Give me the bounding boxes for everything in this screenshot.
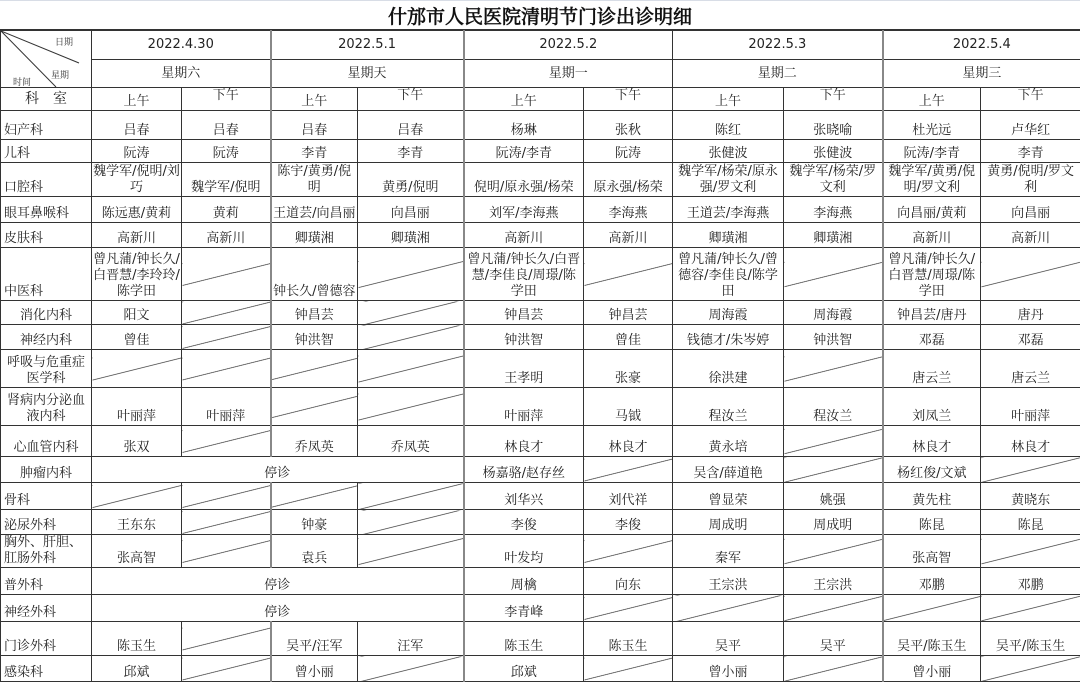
doctor-cell: 陈昆 (883, 510, 981, 535)
doctor-cell: 钟洪智 (464, 325, 584, 350)
closed-cell: 停诊 (92, 568, 464, 595)
empty-slot-slash (358, 350, 464, 388)
dept-column-header: 科 室 (1, 88, 92, 111)
doctor-cell: 王宗洪 (673, 568, 784, 595)
doctor-cell: 高新川 (92, 223, 182, 248)
pm-header-3: 下午 (784, 88, 883, 111)
corner-date-label: 日期 (55, 35, 73, 51)
doctor-cell: 曾凡蒲/钟长久/白晋慧/李佳良/周璟/陈学田 (464, 248, 584, 301)
empty-slot-slash (182, 248, 271, 301)
pm-header-4: 下午 (981, 88, 1080, 111)
date-header-3: 2022.5.3 (673, 31, 883, 60)
doctor-cell: 吴平/陈玉生 (981, 622, 1080, 656)
empty-slot-slash (584, 656, 673, 682)
doctor-cell: 曾凡蒲/钟长久/白晋慧/李玲玲/陈学田 (92, 248, 182, 301)
doctor-cell: 张健波 (673, 140, 784, 163)
doctor-cell: 马钺 (584, 388, 673, 426)
empty-slot-slash (358, 248, 464, 301)
empty-slot-slash (92, 483, 182, 510)
doctor-cell: 卿璜湘 (358, 223, 464, 248)
table-row (1, 111, 1080, 140)
am-header-4: 上午 (883, 88, 981, 111)
doctor-cell: 卢华红 (981, 111, 1080, 140)
table-row (1, 595, 1080, 622)
doctor-cell: 周成明 (673, 510, 784, 535)
empty-slot-slash (784, 595, 883, 622)
doctor-cell: 陈玉生 (464, 622, 584, 656)
page-title: 什邡市人民医院清明节门诊出诊明细 (0, 0, 1080, 30)
table-row (1, 426, 1080, 457)
doctor-cell: 周成明 (784, 510, 883, 535)
doctor-cell: 杨红俊/文斌 (883, 457, 981, 483)
empty-slot-slash (358, 483, 464, 510)
doctor-cell: 周海霞 (784, 301, 883, 325)
doctor-cell: 王道芸/向昌丽 (271, 197, 358, 223)
doctor-cell: 向昌丽 (358, 197, 464, 223)
doctor-cell: 邓磊 (883, 325, 981, 350)
empty-slot-slash (358, 656, 464, 682)
dept-name: 神经内科 (1, 325, 92, 350)
doctor-cell: 叶丽萍 (92, 388, 182, 426)
doctor-cell: 吕春 (182, 111, 271, 140)
dept-name: 眼耳鼻喉科 (1, 197, 92, 223)
doctor-cell: 周海霞 (673, 301, 784, 325)
date-header-1: 2022.5.1 (271, 31, 464, 60)
closed-cell: 停诊 (92, 595, 464, 622)
weekday-header-2: 星期一 (464, 60, 673, 88)
doctor-cell: 陈红 (673, 111, 784, 140)
empty-slot-slash (883, 595, 981, 622)
doctor-cell: 阮涛 (182, 140, 271, 163)
dept-name: 骨科 (1, 483, 92, 510)
doctor-cell: 向东 (584, 568, 673, 595)
doctor-cell: 王东东 (92, 510, 182, 535)
doctor-cell: 袁兵 (271, 535, 358, 568)
table-row (1, 388, 1080, 426)
empty-slot-slash (358, 535, 464, 568)
am-header-3: 上午 (673, 88, 784, 111)
doctor-cell: 倪明/原永强/杨荣 (464, 163, 584, 197)
empty-slot-slash (584, 535, 673, 568)
doctor-cell: 李俊 (584, 510, 673, 535)
doctor-cell: 向昌丽 (981, 197, 1080, 223)
doctor-cell: 张高智 (92, 535, 182, 568)
doctor-cell: 姚强 (784, 483, 883, 510)
doctor-cell: 卿璜湘 (784, 223, 883, 248)
empty-slot-slash (182, 656, 271, 682)
doctor-cell: 吕春 (358, 111, 464, 140)
doctor-cell: 钟洪智 (271, 325, 358, 350)
empty-slot-slash (271, 350, 358, 388)
empty-slot-slash (182, 350, 271, 388)
doctor-cell: 曾佳 (584, 325, 673, 350)
doctor-cell: 乔凤英 (271, 426, 358, 457)
empty-slot-slash (358, 301, 464, 325)
doctor-cell: 阮涛 (584, 140, 673, 163)
dept-name: 肾病内分泌血液内科 (1, 388, 92, 426)
doctor-cell: 吴平/汪军 (271, 622, 358, 656)
doctor-cell: 周檎 (464, 568, 584, 595)
pm-header-1: 下午 (358, 88, 464, 111)
empty-slot-slash (784, 535, 883, 568)
doctor-cell: 刘凤兰 (883, 388, 981, 426)
doctor-cell: 钟昌芸/唐丹 (883, 301, 981, 325)
table-row (1, 457, 1080, 483)
dept-name: 消化内科 (1, 301, 92, 325)
doctor-cell: 吴平/陈玉生 (883, 622, 981, 656)
doctor-cell: 曾显荣 (673, 483, 784, 510)
date-header-4: 2022.5.4 (883, 31, 1080, 60)
empty-slot-slash (182, 483, 271, 510)
dept-name: 儿科 (1, 140, 92, 163)
doctor-cell: 李青峰 (464, 595, 584, 622)
empty-slot-slash (981, 535, 1080, 568)
doctor-cell: 张健波 (784, 140, 883, 163)
doctor-cell: 程汝兰 (673, 388, 784, 426)
doctor-cell: 魏学军/杨荣/原永强/罗文利 (673, 163, 784, 197)
doctor-cell: 叶丽萍 (464, 388, 584, 426)
doctor-cell: 张秋 (584, 111, 673, 140)
doctor-cell: 钟昌芸 (271, 301, 358, 325)
corner-weekday-label: 星期 (51, 68, 69, 84)
doctor-cell: 秦军 (673, 535, 784, 568)
doctor-cell: 李海燕 (784, 197, 883, 223)
empty-slot-slash (271, 388, 358, 426)
am-header-2: 上午 (464, 88, 584, 111)
doctor-cell: 吕春 (92, 111, 182, 140)
doctor-cell: 徐洪建 (673, 350, 784, 388)
table-row (1, 622, 1080, 656)
doctor-cell: 刘军/李海燕 (464, 197, 584, 223)
table-row (1, 483, 1080, 510)
doctor-cell: 唐云兰 (883, 350, 981, 388)
doctor-cell: 曾小丽 (883, 656, 981, 682)
doctor-cell: 曾凡蒲/钟长久/曾德容/李佳良/陈学田 (673, 248, 784, 301)
corner-header-cell (1, 31, 92, 88)
empty-slot-slash (182, 622, 271, 656)
doctor-cell: 李青 (981, 140, 1080, 163)
dept-name: 肿瘤内科 (1, 457, 92, 483)
empty-slot-slash (981, 457, 1080, 483)
doctor-cell: 原永强/杨荣 (584, 163, 673, 197)
weekday-header-0: 星期六 (92, 60, 271, 88)
doctor-cell: 高新川 (584, 223, 673, 248)
dept-name: 门诊外科 (1, 622, 92, 656)
doctor-cell: 王宗洪 (784, 568, 883, 595)
doctor-cell: 李青 (271, 140, 358, 163)
doctor-cell: 魏学军/倪明/刘巧 (92, 163, 182, 197)
doctor-cell: 陈玉生 (584, 622, 673, 656)
doctor-cell: 李青 (358, 140, 464, 163)
dept-name: 呼吸与危重症医学科 (1, 350, 92, 388)
doctor-cell: 张高智 (883, 535, 981, 568)
dept-name: 泌尿外科 (1, 510, 92, 535)
doctor-cell: 高新川 (981, 223, 1080, 248)
doctor-cell: 曾佳 (92, 325, 182, 350)
am-header-0: 上午 (92, 88, 182, 111)
doctor-cell: 叶丽萍 (182, 388, 271, 426)
empty-slot-slash (358, 325, 464, 350)
empty-slot-slash (981, 595, 1080, 622)
doctor-cell: 李海燕 (584, 197, 673, 223)
doctor-cell: 黄勇/倪明/罗文利 (981, 163, 1080, 197)
empty-slot-slash (673, 595, 784, 622)
table-row (1, 656, 1080, 682)
closed-cell: 停诊 (92, 457, 464, 483)
empty-slot-slash (182, 510, 271, 535)
doctor-cell: 吴含/薛道艳 (673, 457, 784, 483)
empty-slot-slash (271, 483, 358, 510)
doctor-cell: 唐丹 (981, 301, 1080, 325)
doctor-cell: 林良才 (883, 426, 981, 457)
empty-slot-slash (784, 426, 883, 457)
doctor-cell: 唐云兰 (981, 350, 1080, 388)
doctor-cell: 刘华兴 (464, 483, 584, 510)
doctor-cell: 高新川 (464, 223, 584, 248)
schedule-table (0, 30, 1080, 682)
doctor-cell: 邓鹏 (981, 568, 1080, 595)
doctor-cell: 阮涛/李青 (464, 140, 584, 163)
date-header-2: 2022.5.2 (464, 31, 673, 60)
doctor-cell: 程汝兰 (784, 388, 883, 426)
doctor-cell: 杨琳 (464, 111, 584, 140)
doctor-cell: 张双 (92, 426, 182, 457)
pm-header-2: 下午 (584, 88, 673, 111)
table-row (1, 223, 1080, 248)
empty-slot-slash (584, 457, 673, 483)
doctor-cell: 林良才 (981, 426, 1080, 457)
doctor-cell: 林良才 (464, 426, 584, 457)
doctor-cell: 邱斌 (464, 656, 584, 682)
empty-slot-slash (784, 656, 883, 682)
doctor-cell: 黄先柱 (883, 483, 981, 510)
doctor-cell: 汪军 (358, 622, 464, 656)
doctor-cell: 钟长久/曾德容 (271, 248, 358, 301)
table-row (1, 301, 1080, 325)
empty-slot-slash (182, 301, 271, 325)
doctor-cell: 陈玉生 (92, 622, 182, 656)
corner-time-label: 时间 (13, 75, 31, 88)
doctor-cell: 吕春 (271, 111, 358, 140)
empty-slot-slash (182, 535, 271, 568)
empty-slot-slash (584, 248, 673, 301)
doctor-cell: 叶丽萍 (981, 388, 1080, 426)
doctor-cell: 吴平 (673, 622, 784, 656)
empty-slot-slash (358, 388, 464, 426)
doctor-cell: 钱德才/朱岑婷 (673, 325, 784, 350)
doctor-cell: 刘代祥 (584, 483, 673, 510)
weekday-header-4: 星期三 (883, 60, 1080, 88)
empty-slot-slash (981, 656, 1080, 682)
doctor-cell: 魏学军/倪明 (182, 163, 271, 197)
table-row (1, 568, 1080, 595)
doctor-cell: 曾小丽 (271, 656, 358, 682)
empty-slot-slash (182, 325, 271, 350)
table-row (1, 325, 1080, 350)
weekday-header-1: 星期天 (271, 60, 464, 88)
doctor-cell: 陈远惠/黄莉 (92, 197, 182, 223)
dept-name: 口腔科 (1, 163, 92, 197)
doctor-cell: 黄晓东 (981, 483, 1080, 510)
table-row (1, 535, 1080, 568)
dept-name: 皮肤科 (1, 223, 92, 248)
empty-slot-slash (584, 595, 673, 622)
doctor-cell: 杨嘉骆/赵存丝 (464, 457, 584, 483)
doctor-cell: 钟洪智 (784, 325, 883, 350)
empty-slot-slash (981, 248, 1080, 301)
doctor-cell: 魏学军/杨荣/罗文利 (784, 163, 883, 197)
doctor-cell: 张豪 (584, 350, 673, 388)
doctor-cell: 陈宇/黄勇/倪明 (271, 163, 358, 197)
doctor-cell: 邱斌 (92, 656, 182, 682)
am-header-1: 上午 (271, 88, 358, 111)
doctor-cell: 吴平 (784, 622, 883, 656)
doctor-cell: 钟昌芸 (464, 301, 584, 325)
doctor-cell: 王道芸/李海燕 (673, 197, 784, 223)
doctor-cell: 邓鹏 (883, 568, 981, 595)
table-row (1, 248, 1080, 301)
dept-name: 心血管内科 (1, 426, 92, 457)
doctor-cell: 陈昆 (981, 510, 1080, 535)
empty-slot-slash (182, 426, 271, 457)
doctor-cell: 林良才 (584, 426, 673, 457)
weekday-header-3: 星期二 (673, 60, 883, 88)
doctor-cell: 叶发均 (464, 535, 584, 568)
doctor-cell: 高新川 (182, 223, 271, 248)
table-row (1, 140, 1080, 163)
doctor-cell: 卿璜湘 (673, 223, 784, 248)
doctor-cell: 阳文 (92, 301, 182, 325)
doctor-cell: 卿璜湘 (271, 223, 358, 248)
doctor-cell: 乔凤英 (358, 426, 464, 457)
doctor-cell: 王孝明 (464, 350, 584, 388)
doctor-cell: 张晓喻 (784, 111, 883, 140)
date-header-0: 2022.4.30 (92, 31, 271, 60)
doctor-cell: 阮涛/李青 (883, 140, 981, 163)
doctor-cell: 向昌丽/黄莉 (883, 197, 981, 223)
doctor-cell: 李俊 (464, 510, 584, 535)
doctor-cell: 阮涛 (92, 140, 182, 163)
dept-name: 感染科 (1, 656, 92, 682)
empty-slot-slash (784, 457, 883, 483)
empty-slot-slash (784, 350, 883, 388)
table-row (1, 163, 1080, 197)
doctor-cell: 高新川 (883, 223, 981, 248)
doctor-cell: 钟豪 (271, 510, 358, 535)
doctor-cell: 黄勇/倪明 (358, 163, 464, 197)
dept-name: 中医科 (1, 248, 92, 301)
doctor-cell: 魏学军/黄勇/倪明/罗文利 (883, 163, 981, 197)
empty-slot-slash (784, 248, 883, 301)
doctor-cell: 曾小丽 (673, 656, 784, 682)
doctor-cell: 黄莉 (182, 197, 271, 223)
dept-name: 神经外科 (1, 595, 92, 622)
empty-slot-slash (92, 350, 182, 388)
doctor-cell: 钟昌芸 (584, 301, 673, 325)
table-row (1, 350, 1080, 388)
doctor-cell: 邓磊 (981, 325, 1080, 350)
doctor-cell: 杜光远 (883, 111, 981, 140)
doctor-cell: 黄永培 (673, 426, 784, 457)
table-row (1, 510, 1080, 535)
pm-header-0: 下午 (182, 88, 271, 111)
table-row (1, 197, 1080, 223)
empty-slot-slash (358, 510, 464, 535)
doctor-cell: 曾凡蒲/钟长久/白晋慧/周璟/陈学田 (883, 248, 981, 301)
dept-name: 胸外、肝胆、肛肠外科 (1, 535, 92, 568)
dept-name: 妇产科 (1, 111, 92, 140)
dept-name: 普外科 (1, 568, 92, 595)
